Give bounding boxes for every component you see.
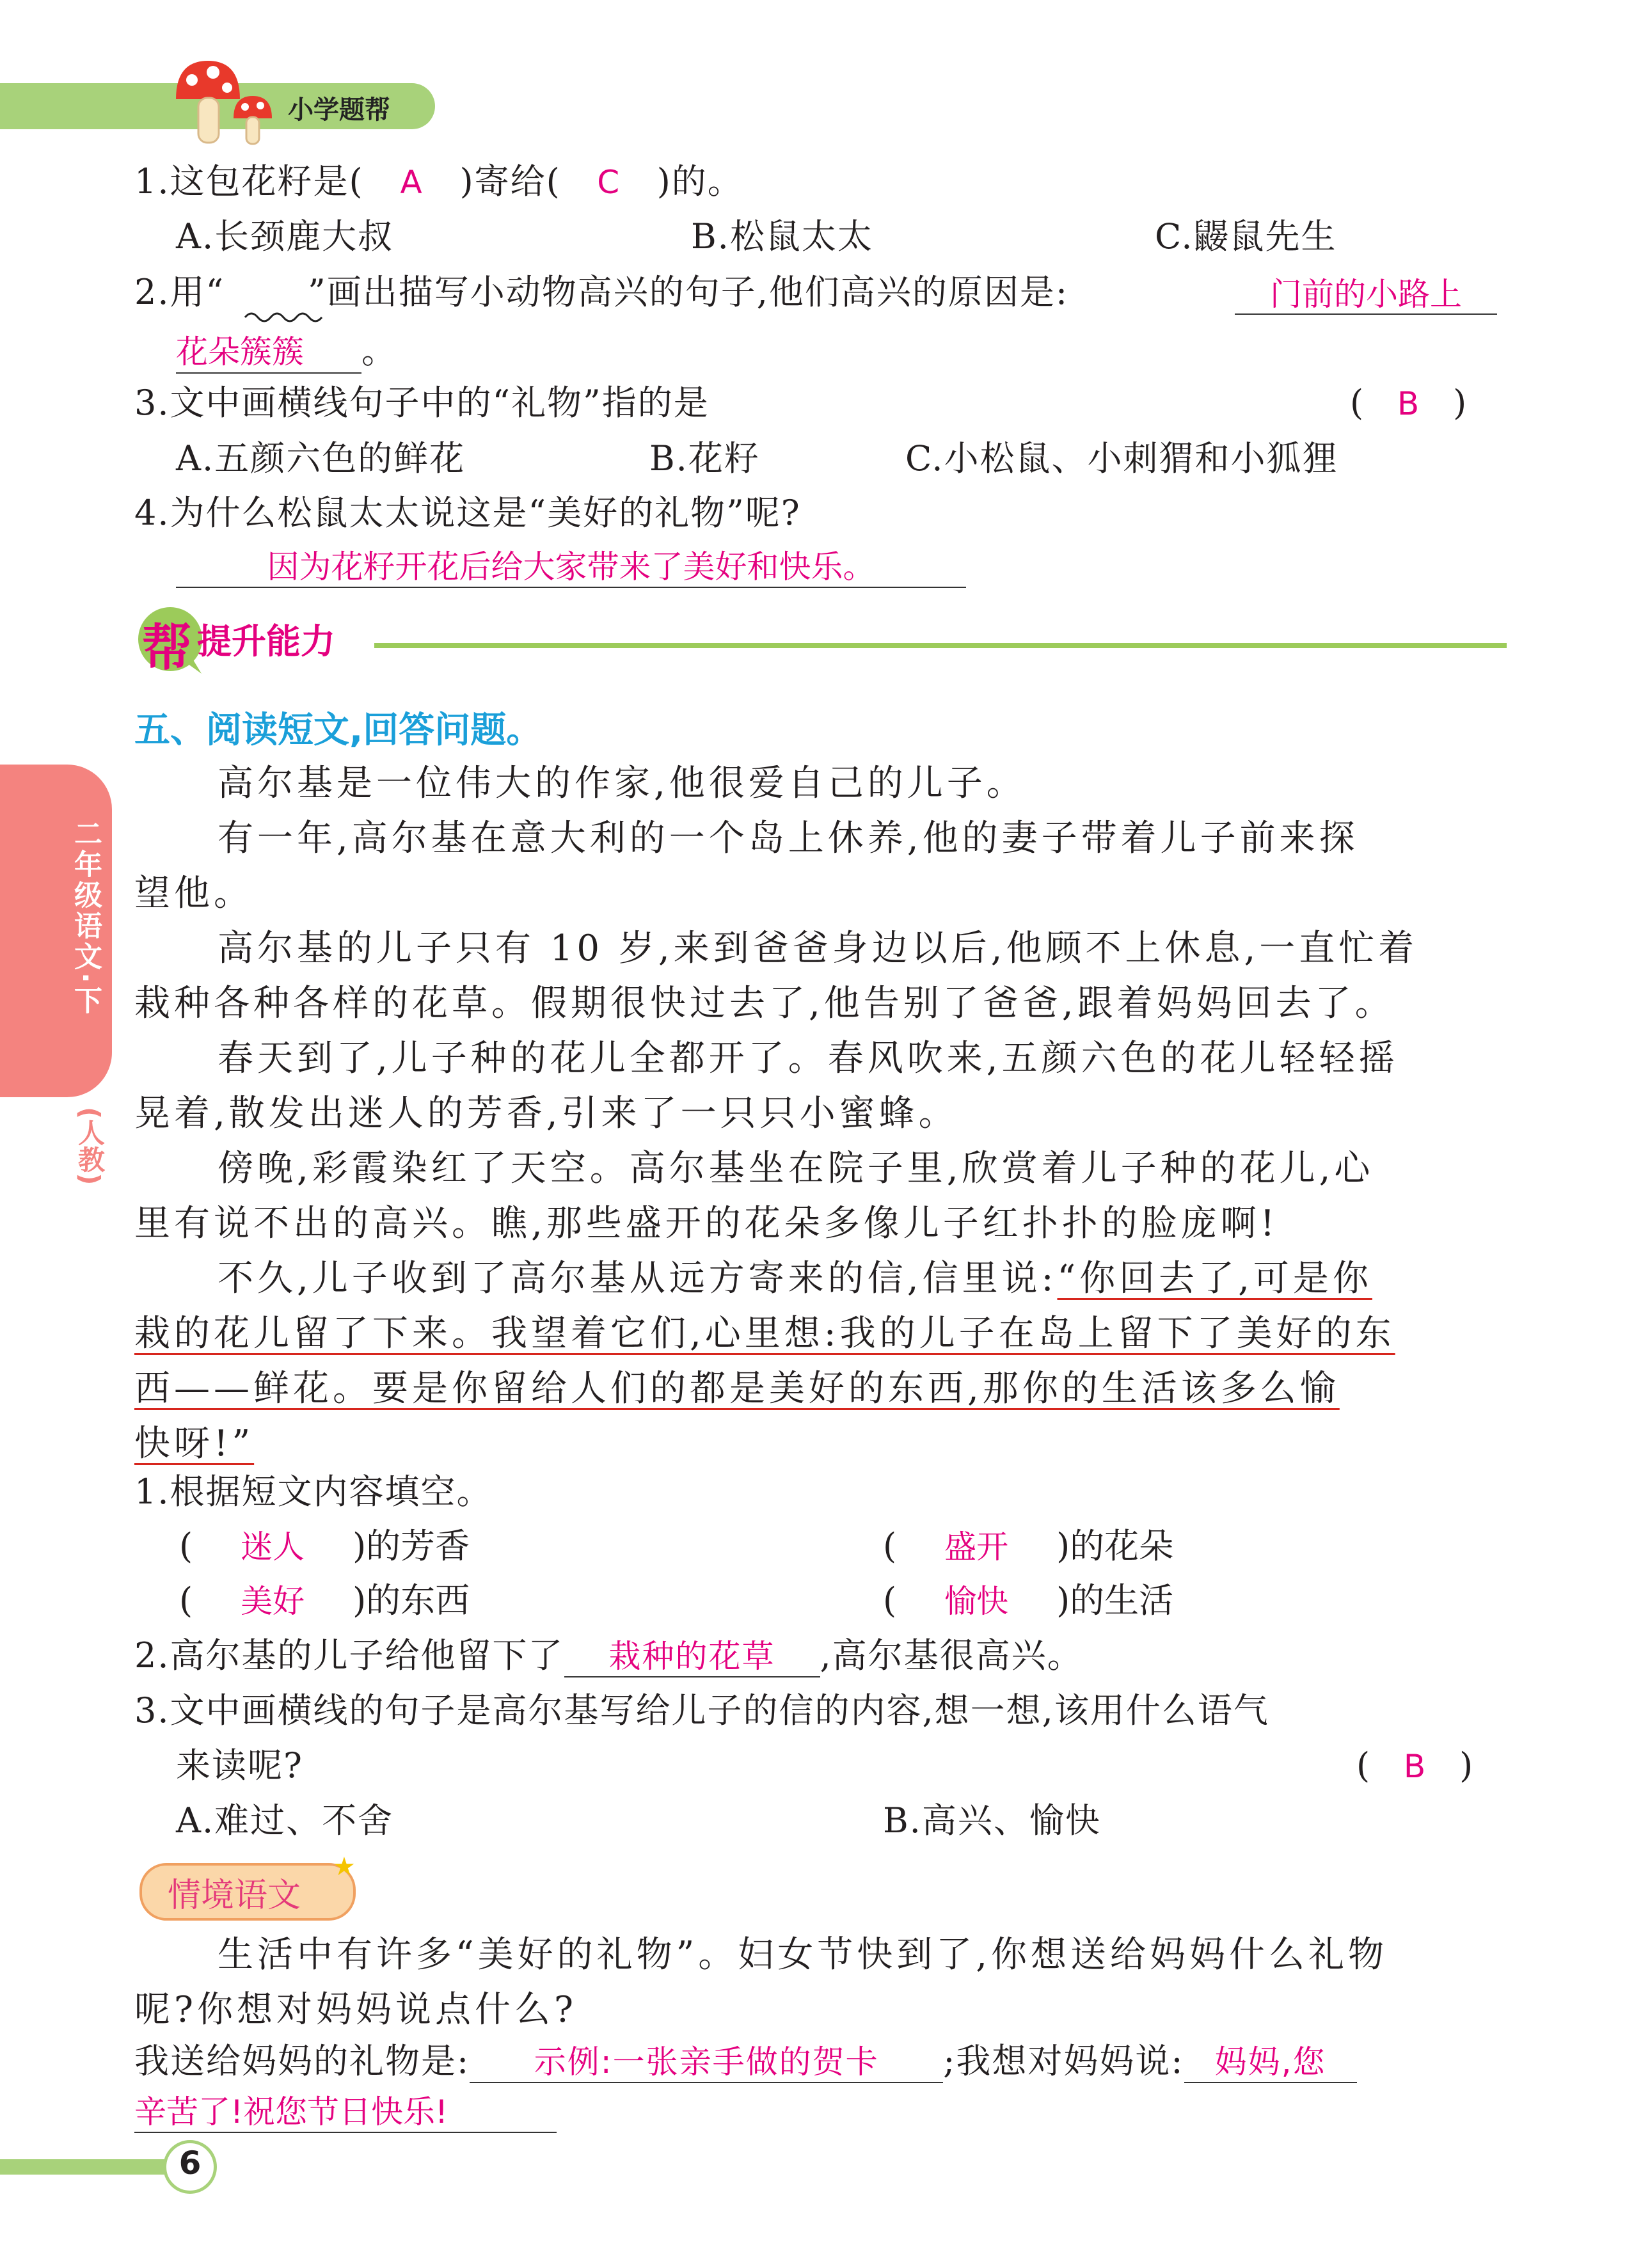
brand-title: 小学题帮 (288, 95, 390, 125)
page-number: 6 (178, 2145, 202, 2182)
p5-q1-item: ( 迷人 )的芳香 (179, 1526, 470, 1566)
passage-p3-l1: 高尔基的儿子只有 10 岁,来到爸爸身边以后,他顾不上休息,一直忙着 (218, 928, 1418, 969)
passage-p2-l1: 有一年,高尔基在意大利的一个岛上休养,他的妻子带着儿子前来探 (218, 818, 1359, 859)
q3-option-a: A.五颜六色的鲜花 (176, 438, 466, 479)
q4-answer: 因为花籽开花后给大家带来了美好和快乐。 (176, 547, 966, 588)
section-banner-icon-char: 帮 (142, 619, 193, 677)
q2-line: 2.用“ ”画出描写小动物高兴的句子,他们高兴的原因是: (134, 272, 1069, 312)
situation-line2: 呢?你想对妈妈说点什么? (134, 1989, 578, 2031)
situation-answer-2b: 辛苦了!祝您节日快乐! (134, 2092, 557, 2133)
q3-text: 3.文中画横线句子中的“礼物”指的是 (134, 383, 710, 423)
situation-answer-line: 我送给妈妈的礼物是: 示例:一张亲手做的贺卡 ;我想对妈妈说: 妈妈,您 (134, 2041, 1357, 2083)
q1-option-b: B.松鼠太太 (691, 216, 873, 257)
p5-q1-text: 1.根据短文内容填空。 (134, 1471, 493, 1512)
p5-q1-item: ( 盛开 )的花朵 (883, 1526, 1174, 1566)
underlined-sentence: “你回去了,可是你 (1057, 1258, 1372, 1299)
wavy-underline-mark-icon (242, 306, 325, 325)
p5-q3-line2: 来读呢? (176, 1745, 303, 1786)
situation-answer-1: 示例:一张亲手做的贺卡 (470, 2042, 943, 2083)
q1-answer-2: C (597, 164, 621, 201)
q3-option-c: C.小松鼠、小刺猬和小狐狸 (905, 438, 1338, 479)
q1-answer-1: A (400, 164, 424, 201)
passage-p1-l1: 高尔基是一位伟大的作家,他很爱自己的儿子。 (218, 763, 1026, 804)
part5-heading: 五、阅读短文,回答问题。 (134, 710, 543, 751)
q3-option-b: B.花籽 (649, 438, 760, 479)
star-icon: ★ (333, 1852, 356, 1882)
mushroom-logo-icon (163, 54, 291, 150)
passage-p5-l1: 傍晚,彩霞染红了天空。高尔基坐在院子里,欣赏着儿子种的花儿,心 (218, 1148, 1374, 1189)
q1-line: 1.这包花籽是( A )寄给( C )的。 (134, 161, 743, 202)
underlined-sentence: 栽的花儿留了下来。我望着它们,心里想:我的儿子在岛上留下了美好的东 (134, 1313, 1395, 1354)
p5-q2-line: 2.高尔基的儿子给他留下了 栽种的花草 ,高尔基很高兴。 (134, 1635, 1083, 1677)
q4-text: 4.为什么松鼠太太说这是“美好的礼物”呢? (134, 493, 801, 533)
situation-line1: 生活中有许多“美好的礼物”。妇女节快到了,你想送给妈妈什么礼物 (218, 1934, 1388, 1976)
p5-q2-answer: 栽种的花草 (564, 1637, 820, 1677)
passage-p4-l1: 春天到了,儿子种的花儿全都开了。春风吹来,五颜六色的花儿轻轻摇 (218, 1038, 1399, 1079)
section-banner-title: 提升能力 (197, 621, 335, 662)
passage-p4-l2: 晃着,散发出迷人的芳香,引来了一只只小蜜蜂。 (134, 1093, 958, 1134)
situation-badge-label: 情境语文 (168, 1876, 301, 1915)
p5-q3-option-b: B.高兴、愉快 (883, 1800, 1101, 1841)
p5-q3-answer-bracket: ( B ) (1356, 1745, 1473, 1786)
side-grade-label: 二年级语文·下 (69, 819, 102, 1017)
underlined-sentence: 西——鲜花。要是你留给人们的都是美好的东西,那你的生活该多么愉 (134, 1368, 1340, 1409)
underlined-sentence: 快呀!” (134, 1423, 255, 1464)
passage-p6-l1: 不久,儿子收到了高尔基从远方寄来的信,信里说:“你回去了,可是你 (218, 1258, 1372, 1299)
passage-p2-l2: 望他。 (134, 873, 253, 914)
q2-answer-2: 花朵簇簇 (176, 326, 361, 374)
situation-answer-2a: 妈妈,您 (1184, 2042, 1357, 2083)
p5-q1-item: ( 愉快 )的生活 (883, 1580, 1174, 1621)
p5-q3-option-a: A.难过、不舍 (176, 1800, 394, 1841)
p5-q1-item: ( 美好 )的东西 (179, 1580, 470, 1621)
passage-p5-l2: 里有说不出的高兴。瞧,那些盛开的花朵多像儿子红扑扑的脸庞啊! (134, 1203, 1279, 1244)
q1-option-a: A.长颈鹿大叔 (176, 216, 394, 257)
p5-q3-line1: 3.文中画横线的句子是高尔基写给儿子的信的内容,想一想,该用什么语气 (134, 1690, 1269, 1731)
section-banner-line (374, 643, 1507, 648)
passage-p3-l2: 栽种各种各样的花草。假期很快过去了,他告别了爸爸,跟着妈妈回去了。 (134, 983, 1395, 1024)
q2-answer-1: 门前的小路上 (1235, 275, 1497, 315)
q1-option-c: C.鼹鼠先生 (1155, 216, 1337, 257)
q3-answer-bracket: ( B ) (1350, 383, 1467, 423)
side-edition-label: (人教) (74, 1107, 106, 1186)
